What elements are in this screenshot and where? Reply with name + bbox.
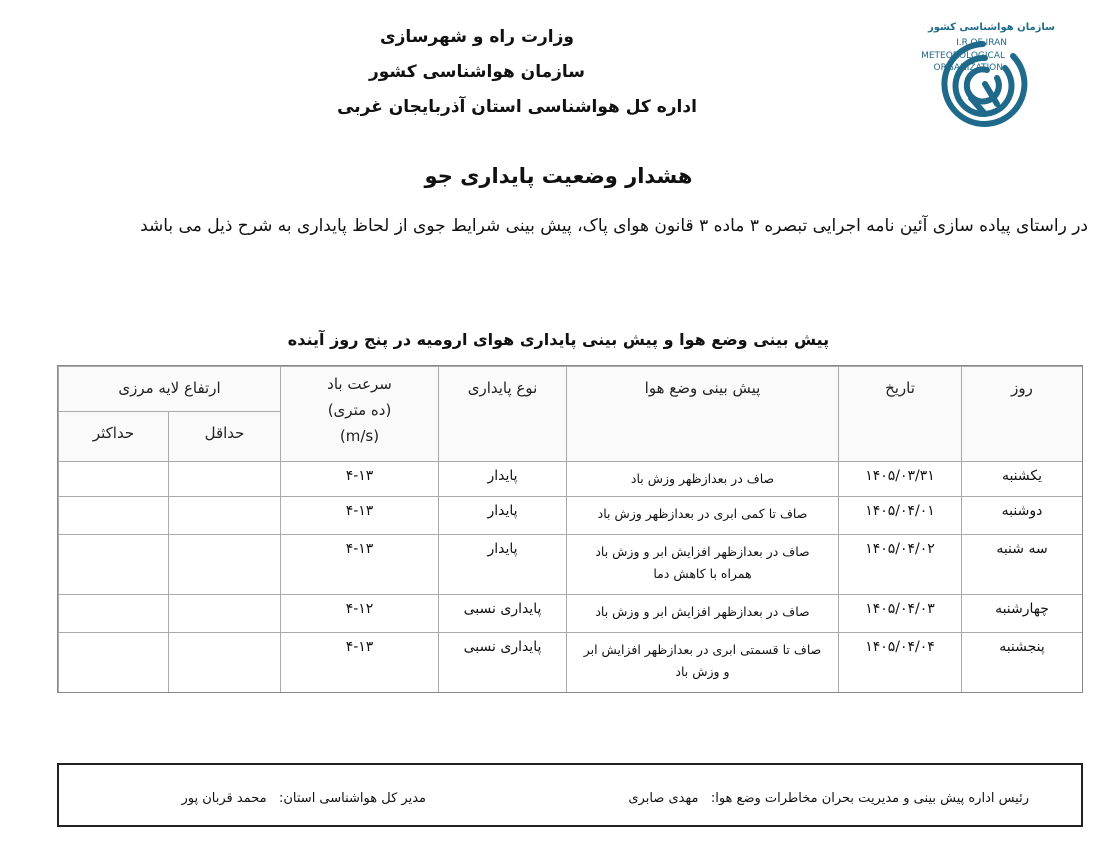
row2-min: [168, 496, 280, 534]
row5-forecast-line1: صاف تا قسمتی ابری در بعدازظهر افزایش ابر: [583, 642, 822, 657]
row2-day: دوشنبه: [961, 496, 1082, 534]
row2-forecast: [566, 496, 838, 534]
row2-forecast-line1: صاف تا کمی ابری در بعدازظهر وزش باد: [597, 506, 808, 521]
organization-title: سازمان هواشناسی کشور: [368, 62, 585, 82]
row3-forecast-line2: همراه با کاهش دما: [653, 566, 752, 581]
row3-stability: پایدار: [438, 534, 566, 594]
row1-wind: ۴-۱۳: [280, 461, 438, 496]
row1-day: یکشنبه: [961, 461, 1082, 496]
row5-forecast: [566, 632, 838, 692]
signature-box: [57, 763, 1083, 827]
document-title: هشدار وضعیت پایداری جو: [424, 164, 693, 188]
row1-max: [58, 461, 168, 496]
row1-forecast-line1: صاف در بعدازظهر وزش باد: [630, 471, 775, 486]
row4-min: [168, 594, 280, 632]
row5-forecast-line2: و وزش باد: [675, 664, 730, 679]
logo-text-fa: سازمان هواشناسی کشور: [927, 22, 1055, 33]
header-day: روز: [961, 366, 1082, 461]
row4-forecast: [566, 594, 838, 632]
header-wind-line2: (ده متری): [327, 401, 392, 419]
forecast-chief-signature: [628, 791, 1029, 806]
row5-wind: ۴-۱۳: [280, 632, 438, 692]
row5-date: ۱۴۰۵/۰۴/۰۴: [838, 632, 961, 692]
row1-forecast: [566, 461, 838, 496]
row4-day: چهارشنبه: [961, 594, 1082, 632]
row4-max: [58, 594, 168, 632]
row2-wind: ۴-۱۳: [280, 496, 438, 534]
forecast-table: [57, 365, 1083, 693]
row2-date: ۱۴۰۵/۰۴/۰۱: [838, 496, 961, 534]
header-forecast: پیش بینی وضع هوا: [566, 366, 838, 461]
header-wind: [280, 366, 438, 461]
row3-forecast-line1: صاف در بعدازظهر افزایش ابر و وزش باد: [595, 544, 810, 559]
row1-min: [168, 461, 280, 496]
header-stability: نوع پایداری: [438, 366, 566, 461]
row3-forecast: [566, 534, 838, 594]
header-wind-line3: (m/s): [339, 427, 380, 445]
department-title: اداره کل هواشناسی استان آذربایجان غربی: [337, 97, 697, 117]
row5-max: [58, 632, 168, 692]
row5-day: پنجشنبه: [961, 632, 1082, 692]
row4-forecast-line1: صاف در بعدازظهر افزایش ابر و وزش باد: [595, 604, 810, 619]
row3-date: ۱۴۰۵/۰۴/۰۲: [838, 534, 961, 594]
intro-paragraph: در راستای پیاده سازی آئین نامه اجرایی تبصره ۳ ماده ۳ قانون هوای پاک، پیش بینی شرایط جوی از لحاظ پایداری به شرح ذیل می باشد: [140, 216, 1088, 236]
director-signature: [181, 791, 426, 806]
logo-text-en-3: ORGANIZATION: [933, 63, 1003, 73]
header-mixing-height: ارتفاع لایه مرزی: [58, 366, 280, 411]
row1-stability: پایدار: [438, 461, 566, 496]
header-wind-line1: سرعت باد: [327, 375, 392, 393]
ministry-title: وزارت راه و شهرسازی: [379, 27, 574, 47]
logo-text-en-2: METEOROLOGICAL: [921, 51, 1005, 61]
row1-date: ۱۴۰۵/۰۳/۳۱: [838, 461, 961, 496]
row3-wind: ۴-۱۳: [280, 534, 438, 594]
director-title: مدیر کل هواشناسی استان:: [278, 791, 426, 806]
row4-stability: پایداری نسبی: [438, 594, 566, 632]
table-caption: پیش بینی وضع هوا و پیش بینی پایداری هوای ارومیه در پنج روز آینده: [287, 330, 830, 349]
header-date: تاریخ: [838, 366, 961, 461]
logo-text-en-1: I.R.OF IRAN: [956, 38, 1007, 48]
row3-max: [58, 534, 168, 594]
row2-max: [58, 496, 168, 534]
chief-name: مهدی صابری: [628, 791, 699, 806]
row4-wind: ۴-۱۲: [280, 594, 438, 632]
row5-stability: پایداری نسبی: [438, 632, 566, 692]
row2-stability: پایدار: [438, 496, 566, 534]
row5-min: [168, 632, 280, 692]
row3-min: [168, 534, 280, 594]
row3-day: سه شنبه: [961, 534, 1082, 594]
chief-title: رئیس اداره پیش بینی و مدیریت بحران مخاطرات وضع هوا:: [710, 791, 1029, 806]
row4-date: ۱۴۰۵/۰۴/۰۳: [838, 594, 961, 632]
header-max: حداکثر: [58, 411, 168, 461]
header-min: حداقل: [168, 411, 280, 461]
director-name: محمد قربان پور: [181, 791, 267, 806]
meteorological-organization-logo: [905, 12, 1070, 142]
